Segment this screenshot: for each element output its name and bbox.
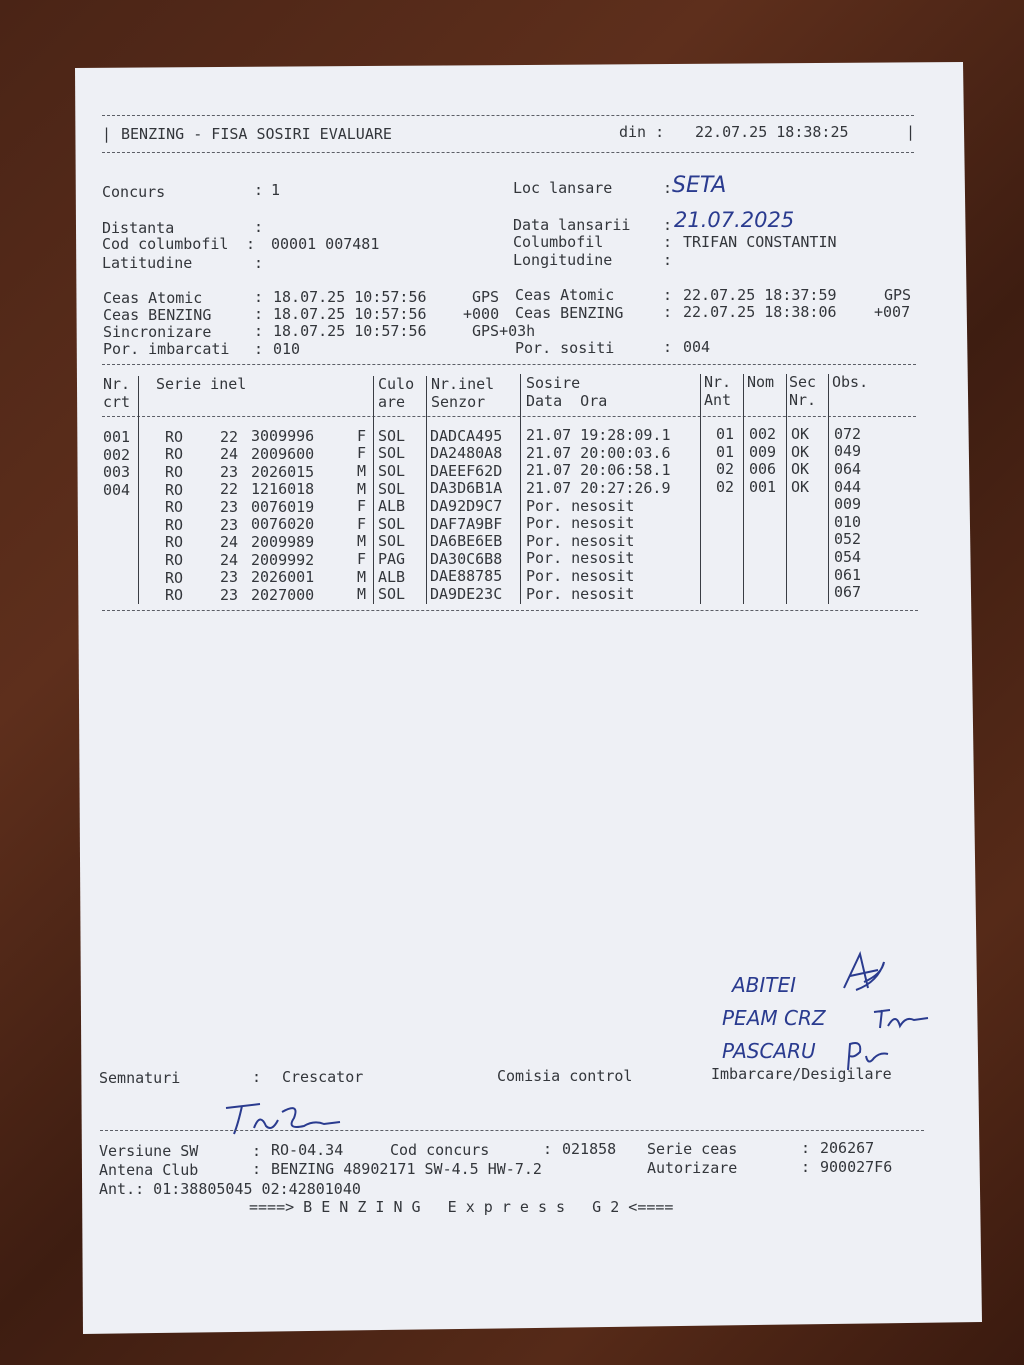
versiune-label: Versiune SW (99, 1142, 199, 1160)
col-header-senzor: Nr.inel (431, 375, 495, 393)
col-header-obs: Obs. (832, 373, 869, 391)
brand-line: ====> B E N Z I N G E x p r e s s G 2 <==== (249, 1198, 674, 1216)
cell-ring-number: 0076019 (251, 497, 315, 516)
cell-color: ALB (378, 497, 406, 516)
concurs-value: 1 (271, 181, 281, 199)
distanta-label: Distanta (102, 219, 175, 237)
cell-color: ALB (378, 567, 406, 586)
ceas-benzing-left-sep: : (254, 305, 264, 323)
ceas-atomic-right-label: Ceas Atomic (515, 286, 615, 304)
cell-nr: 004 (103, 480, 131, 499)
cell-sex: M (357, 532, 367, 551)
cell-nom: 001 (749, 477, 777, 496)
cell-arrival: Por. nesosit (526, 549, 635, 568)
signature-crescator-label: Crescator (282, 1068, 364, 1086)
cell-sensor: DAF7A9BF (430, 514, 503, 533)
autorizare-label: Autorizare (647, 1159, 738, 1177)
cell-country: RO (165, 568, 184, 587)
por-imbarcati-value: 010 (273, 340, 301, 358)
concurs-label: Concurs (102, 183, 166, 201)
print-date-label: din : (619, 123, 665, 141)
sincronizare-value: 18.07.25 10:57:56 (273, 322, 427, 340)
col-sep-7 (786, 374, 787, 604)
cell-sex: F (357, 514, 367, 533)
cell-sec: OK (791, 442, 810, 461)
autorizare-value: 900027F6 (820, 1158, 893, 1176)
cell-country: RO (165, 498, 184, 517)
cell-antenna: 01 (716, 425, 735, 444)
footer-top-rule (100, 1130, 924, 1131)
col-header-sosire-2: Data Ora (526, 392, 608, 410)
cell-country: RO (165, 533, 184, 552)
ceas-atomic-right-value: 22.07.25 18:37:59 (683, 286, 837, 304)
cell-country: RO (165, 445, 184, 464)
cell-country: RO (165, 462, 184, 481)
serie-ceas-label: Serie ceas (647, 1140, 738, 1158)
cell-sec: OK (791, 460, 810, 479)
col-header-ant: Nr. (704, 373, 732, 391)
cell-obs: 061 (834, 565, 862, 584)
cell-sec: OK (791, 424, 810, 443)
cell-sensor: DAEEF62D (430, 461, 503, 480)
cell-sensor: DA2480A8 (430, 444, 503, 463)
cell-arrival: Por. nesosit (526, 496, 635, 515)
cell-ring-number: 2027000 (251, 585, 315, 604)
cell-sex: F (357, 550, 367, 569)
cell-sex: F (357, 426, 367, 445)
col-header-senzor-2: Senzor (431, 393, 486, 411)
signatures-sep: : (252, 1068, 262, 1086)
antena-value: BENZING 48902171 SW-4.5 HW-7.2 (271, 1160, 542, 1178)
col-header-culoare-2: are (378, 393, 406, 411)
data-lansarii-sep: : (663, 216, 673, 234)
cell-nom: 002 (749, 425, 777, 444)
col-sep-1 (138, 376, 139, 604)
antena-label: Antena Club (99, 1161, 199, 1179)
handwritten-note-3: PASCARU (722, 1039, 816, 1063)
sincronizare-label: Sincronizare (103, 323, 212, 341)
concurs-sep: : (254, 181, 264, 199)
cell-nr: 002 (103, 445, 131, 464)
cell-color: SOL (378, 532, 406, 551)
data-lansarii-handwritten: 21.07.2025 (674, 208, 795, 232)
signature-scribble-mid (870, 1004, 932, 1032)
cell-sensor: DADCA495 (430, 426, 503, 445)
handwritten-note-1: ABITEI (732, 973, 797, 997)
table-top-rule (102, 364, 916, 365)
loc-lansare-sep: : (663, 179, 673, 197)
col-header-sec: Sec (789, 373, 817, 391)
cod-columbofil-label: Cod columbofil (102, 235, 229, 253)
cell-sex: M (357, 462, 367, 481)
col-header-nr-2: crt (103, 393, 131, 411)
cell-country: RO (165, 515, 184, 534)
ceas-benzing-left-extra: +000 (463, 305, 500, 323)
cell-obs: 064 (834, 459, 862, 478)
cell-year: 23 (220, 585, 239, 604)
cell-obs: 049 (834, 442, 862, 461)
por-imbarcati-sep: : (254, 340, 264, 358)
loc-lansare-handwritten: SETA (672, 173, 727, 198)
cell-obs: 067 (834, 583, 862, 602)
col-sep-2 (373, 376, 374, 604)
ceas-atomic-right-extra: GPS (884, 286, 912, 304)
cell-color: PAG (378, 549, 406, 568)
cell-antenna: 01 (716, 442, 735, 461)
cell-sensor: DA3D6B1A (430, 479, 503, 498)
cell-year: 22 (220, 427, 239, 446)
cell-nom: 006 (749, 460, 777, 479)
cell-color: SOL (378, 461, 406, 480)
cell-sex: M (357, 479, 367, 498)
header-left-bar: | (102, 125, 112, 143)
cell-color: SOL (378, 514, 406, 533)
cell-year: 23 (220, 462, 239, 481)
header-right-bar: | (906, 123, 916, 141)
cell-nom: 009 (749, 442, 777, 461)
cell-ring-number: 2026001 (251, 568, 315, 587)
cell-obs: 009 (834, 495, 862, 514)
cell-ring-number: 2009600 (251, 444, 315, 463)
cell-sensor: DA6BE6EB (430, 532, 503, 551)
ceas-atomic-right-sep: : (663, 286, 673, 304)
ceas-benzing-right-label: Ceas BENZING (515, 304, 624, 322)
cell-ring-number: 2009989 (251, 532, 315, 551)
serie-ceas-sep: : (801, 1139, 811, 1157)
cod-concurs-label: Cod concurs (390, 1141, 490, 1159)
cell-sensor: DA9DE23C (430, 584, 503, 603)
table-bottom-rule (102, 610, 918, 611)
loc-lansare-label: Loc lansare (513, 179, 613, 197)
cell-country: RO (165, 427, 184, 446)
cell-arrival: Por. nesosit (526, 531, 635, 550)
cell-year: 24 (220, 445, 239, 464)
ceas-benzing-left-value: 18.07.25 10:57:56 (273, 305, 427, 323)
serie-ceas-value: 206267 (820, 1139, 875, 1157)
cell-ring-number: 0076020 (251, 515, 315, 534)
cod-columbofil-value: 00001 007481 (271, 235, 380, 253)
latitudine-sep: : (254, 254, 264, 272)
antenna-codes: Ant.: 01:38805045 02:42801040 (99, 1180, 361, 1198)
cell-color: SOL (378, 426, 406, 445)
cell-nr: 001 (103, 428, 131, 447)
versiune-sep: : (252, 1142, 262, 1160)
cell-color: SOL (378, 444, 406, 463)
cell-ring-number: 2009992 (251, 550, 315, 569)
cell-year: 24 (220, 533, 239, 552)
antena-sep: : (252, 1160, 262, 1178)
cell-country: RO (165, 586, 184, 605)
ceas-atomic-left-value: 18.07.25 10:57:56 (273, 288, 427, 306)
cell-year: 23 (220, 515, 239, 534)
col-header-nom: Nom (747, 373, 775, 391)
ceas-atomic-left-label: Ceas Atomic (103, 289, 203, 307)
crescator-signature (220, 1098, 345, 1140)
ceas-benzing-right-sep: : (663, 303, 673, 321)
cell-year: 23 (220, 497, 239, 516)
cell-year: 24 (220, 550, 239, 569)
header-bottom-rule (102, 152, 914, 153)
sincronizare-extra: GPS+03h (472, 322, 536, 340)
data-lansarii-label: Data lansarii (513, 216, 631, 234)
document-title: BENZING - FISA SOSIRI EVALUARE (121, 125, 392, 143)
cell-ring-number: 2026015 (251, 462, 315, 481)
col-header-serie: Serie inel (156, 375, 247, 393)
ceas-atomic-left-extra: GPS (472, 288, 500, 306)
cell-obs: 052 (834, 530, 862, 549)
cell-sensor: DA30C6B8 (430, 549, 503, 568)
signatures-label: Semnaturi (99, 1069, 181, 1087)
signature-scribble-top (838, 948, 890, 996)
columbofil-value: TRIFAN CONSTANTIN (683, 233, 837, 251)
cell-year: 23 (220, 568, 239, 587)
cell-sex: M (357, 567, 367, 586)
cod-concurs-value: 021858 (562, 1140, 617, 1158)
cell-obs: 010 (834, 512, 862, 531)
cell-sex: F (357, 444, 367, 463)
print-date-value: 22.07.25 18:38:25 (695, 123, 849, 141)
signature-imbarcare-label: Imbarcare/Desigilare (711, 1065, 892, 1083)
col-sep-8 (828, 374, 829, 604)
ceas-benzing-right-extra: +007 (874, 303, 911, 321)
cell-arrival: 21.07 20:27:26.9 (526, 478, 671, 497)
cell-arrival: 21.07 20:00:03.6 (526, 443, 671, 462)
ceas-atomic-left-sep: : (254, 288, 264, 306)
signature-comisia-label: Comisia control (497, 1067, 633, 1085)
cell-sensor: DAE88785 (430, 567, 503, 586)
cell-color: SOL (378, 585, 406, 604)
cell-country: RO (165, 550, 184, 569)
cell-ring-number: 1216018 (251, 480, 315, 499)
cell-obs: 054 (834, 547, 862, 566)
por-sositi-value: 004 (683, 338, 711, 356)
col-sep-5 (700, 374, 701, 604)
col-header-sec-2: Nr. (789, 391, 817, 409)
cell-year: 22 (220, 480, 239, 499)
ceas-benzing-right-value: 22.07.25 18:38:06 (683, 303, 837, 321)
columbofil-sep: : (663, 233, 673, 251)
cell-arrival: Por. nesosit (526, 566, 635, 585)
col-header-culoare: Culo (378, 375, 415, 393)
sincronizare-sep: : (254, 322, 264, 340)
cell-antenna: 02 (716, 460, 735, 479)
distanta-sep: : (254, 218, 264, 236)
longitudine-sep: : (663, 251, 673, 269)
por-sositi-sep: : (663, 338, 673, 356)
cell-obs: 072 (834, 424, 862, 443)
cod-concurs-sep: : (543, 1140, 553, 1158)
col-sep-3 (426, 376, 427, 604)
ceas-benzing-left-label: Ceas BENZING (103, 306, 212, 324)
col-sep-6 (743, 374, 744, 604)
col-header-nr: Nr. (103, 375, 131, 393)
por-imbarcati-label: Por. imbarcati (103, 340, 230, 358)
cell-antenna: 02 (716, 478, 735, 497)
cell-sex: M (357, 585, 367, 604)
autorizare-sep: : (801, 1158, 811, 1176)
cell-sex: F (357, 497, 367, 516)
cod-columbofil-sep: : (246, 235, 256, 253)
cell-sec: OK (791, 477, 810, 496)
col-header-ant-2: Ant (704, 391, 732, 409)
cell-nr: 003 (103, 463, 131, 482)
cell-obs: 044 (834, 477, 862, 496)
por-sositi-label: Por. sositi (515, 339, 615, 357)
longitudine-label: Longitudine (513, 251, 613, 269)
cell-ring-number: 3009996 (251, 427, 315, 446)
col-sep-4 (520, 374, 521, 604)
handwritten-note-2: PEAM CRZ (722, 1006, 826, 1030)
cell-arrival: 21.07 20:06:58.1 (526, 461, 671, 480)
latitudine-label: Latitudine (102, 254, 193, 272)
cell-sensor: DA92D9C7 (430, 496, 503, 515)
versiune-value: RO-04.34 (271, 1141, 344, 1159)
cell-arrival: Por. nesosit (526, 514, 635, 533)
header-top-rule (102, 115, 914, 116)
cell-arrival: Por. nesosit (526, 584, 635, 603)
table-header-rule (102, 416, 916, 417)
cell-arrival: 21.07 19:28:09.1 (526, 426, 671, 445)
cell-color: SOL (378, 479, 406, 498)
col-header-sosire: Sosire (526, 374, 581, 392)
columbofil-label: Columbofil (513, 233, 604, 251)
cell-country: RO (165, 480, 184, 499)
